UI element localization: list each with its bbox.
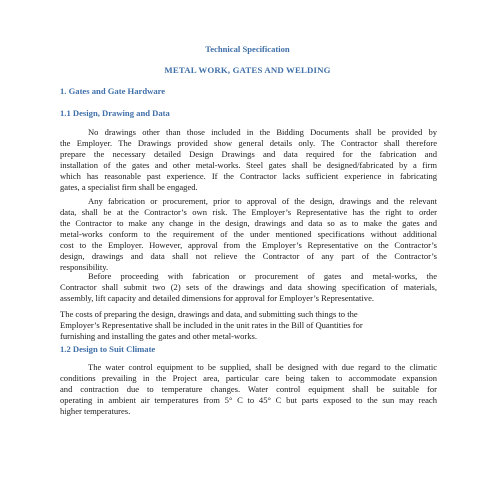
paragraph-line: gates, a specialist firm shall be engaged. <box>60 182 198 192</box>
paragraph-line: Before proceeding with fabrication or procurement of gates and metal-works, the <box>88 271 437 281</box>
paragraph-costs <box>60 309 437 342</box>
paragraph-line: which has reasonable past experience. If the Contractor lacks sufficient experience in fabricating <box>60 171 437 181</box>
section-heading-1-1: 1.1 Design, Drawing and Data <box>60 108 170 118</box>
document-title: Technical Specification <box>205 44 290 54</box>
paragraph-line: The water control equipment to be supplied, shall be designed with due regard to the climatic <box>88 362 437 372</box>
paragraph-line: cost to the Employer. However, approval from the Employer’s Representative on the Contractor’s <box>60 240 437 250</box>
paragraph-line: operating in ambient air temperatures from 5° C to 45° C but parts exposed to the sun may reach <box>60 395 437 405</box>
paragraph-design-drawings <box>60 127 437 193</box>
paragraph-fabrication-approval <box>60 196 437 273</box>
paragraph-line: Any fabrication or procurement, prior to approval of the design, drawings and the relevant <box>88 196 437 206</box>
section-heading-1-2: 1.2 Design to Suit Climate <box>60 344 156 354</box>
paragraph-line: higher temperatures. <box>60 406 131 416</box>
paragraph-line: the Employer. The Drawings provided show general details only. The Contractor shall therefore <box>60 138 437 148</box>
paragraph-line: design, drawings and data shall not relieve the Contractor of any part of the Contractor’s <box>60 251 437 261</box>
paragraph-line: Employer’s Representative shall be included in the unit rates in the Bill of Quantities for <box>60 320 363 330</box>
paragraph-line: data, shall be at the Contractor’s own risk. The Employer’s Representative has the right to order <box>60 207 437 217</box>
paragraph-line: No drawings other than those included in the Bidding Documents shall be provided by <box>88 127 437 137</box>
paragraph-line: prepare the necessary detailed Design Drawings and data required for the fabrication and <box>60 149 437 159</box>
paragraph-line: The costs of preparing the design, drawings and data, and submitting such things to the <box>60 309 358 319</box>
document-subtitle: METAL WORK, GATES AND WELDING <box>164 65 331 75</box>
paragraph-line: Contractor shall submit two (2) sets of the drawings and data showing specification of materials, <box>60 282 437 292</box>
paragraph-line: responsibility. <box>60 262 109 272</box>
section-heading-1: 1. Gates and Gate Hardware <box>60 86 166 96</box>
paragraph-line: conditions prevailing in the Project area, particular care being taken to accommodate expansion <box>60 373 437 383</box>
paragraph-line: installation of the gates and other metal-works. Steel gates shall be designed/fabricated by a firm <box>60 160 437 170</box>
paragraph-line: furnishing and installing the gates and other metal-works. <box>60 331 258 341</box>
paragraph-submit-drawings <box>60 271 437 304</box>
paragraph-climate <box>60 362 437 417</box>
paragraph-line: and contraction due to temperature changes. Water control equipment shall be suitable for <box>60 384 437 394</box>
paragraph-line: metal-works conform to the requirement of the under mentioned specifications without additional <box>60 229 437 239</box>
paragraph-line: assembly, lift capacity and detailed dimensions for approval for Employer’s Representative. <box>60 293 375 303</box>
paragraph-line: the Contractor to make any change in the design, drawings and data so as to make the gates and <box>60 218 437 228</box>
